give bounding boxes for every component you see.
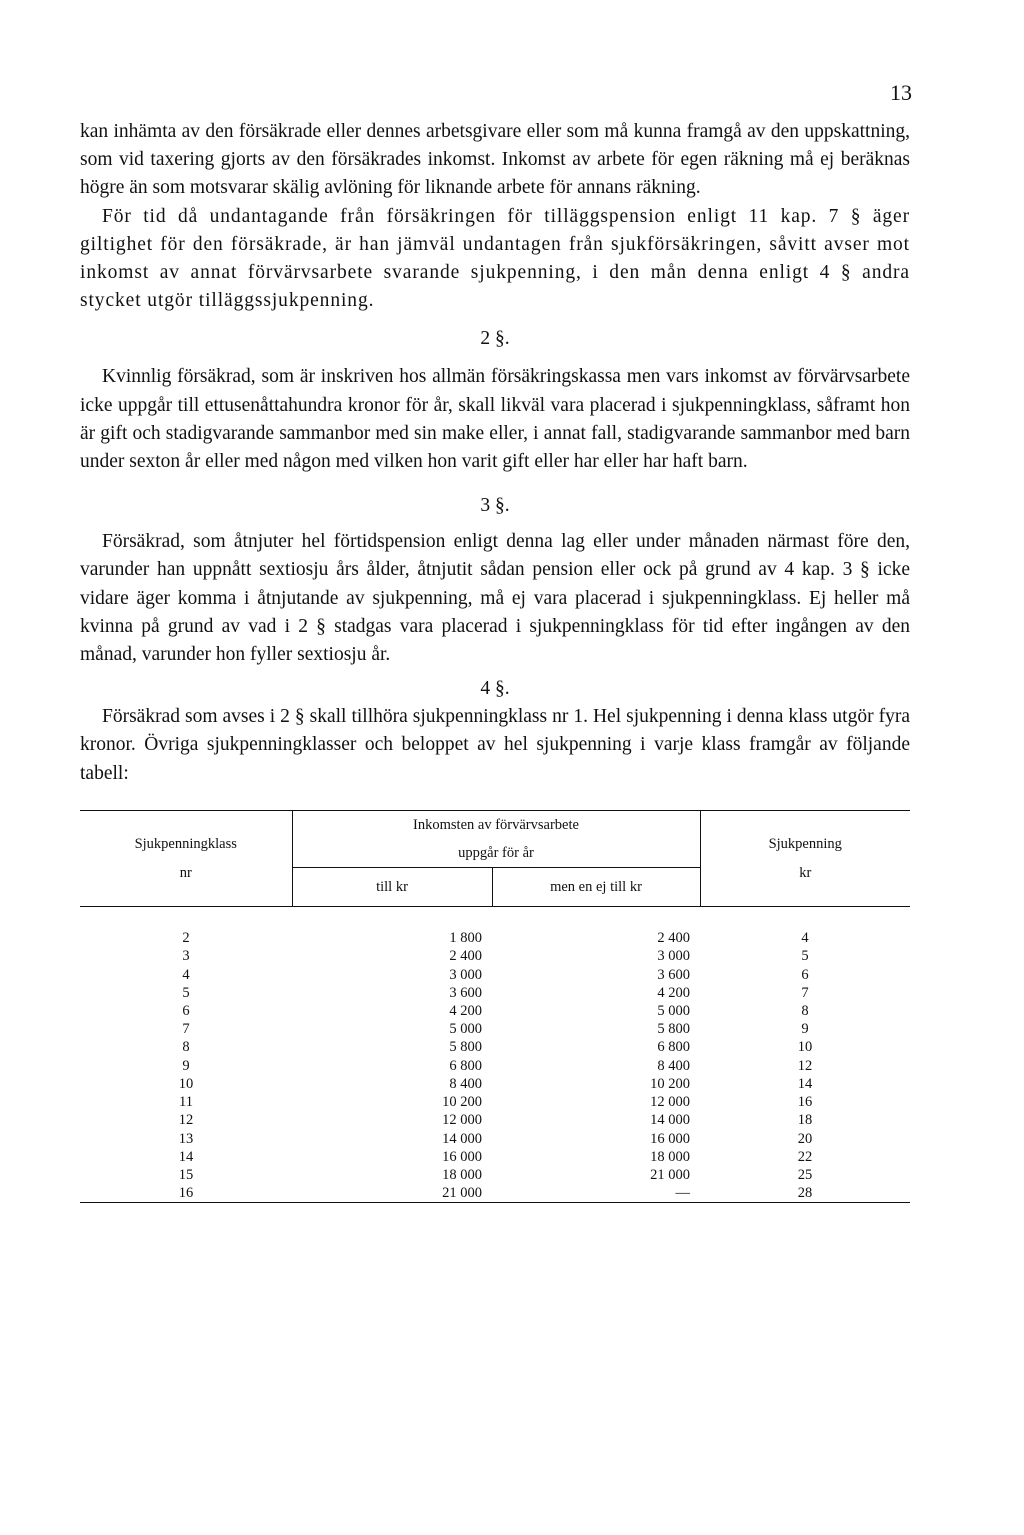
cell-income-to: 14 000 xyxy=(650,1112,690,1129)
cell-sjukpenning: 28 xyxy=(700,1184,910,1203)
cell-class: 11 xyxy=(179,1094,193,1111)
cell-income-from: 18 000 xyxy=(442,1166,482,1183)
cell-class: 15 xyxy=(178,1166,194,1183)
section-heading-3: 3 §. xyxy=(480,495,510,517)
header-sjukpenning-line1: Sjukpenning xyxy=(768,836,842,853)
table-row xyxy=(80,1020,910,1038)
cell-income-from: 5 000 xyxy=(449,1021,482,1038)
table-row xyxy=(80,1093,910,1111)
paragraph-intro: kan inhämta av den försäkrade eller dennes arbetsgivare eller som må kunna framgå av den uppskattning, som vid taxering gjorts av den försäkrades inkomst. Inkomst av arbete för egen räkning må ej beräknas högre än som motsvarar skälig avlöning för liknande arbete för annans räkning. xyxy=(80,121,910,199)
cell-income-to: 4 200 xyxy=(657,984,690,1001)
table-header-row xyxy=(80,810,910,867)
table-row xyxy=(80,984,910,1002)
cell-sjukpenning: 7 xyxy=(801,984,809,1001)
table-row xyxy=(80,1038,910,1056)
header-sjukpenning-line2: kr xyxy=(799,864,812,881)
table-body xyxy=(80,907,910,1203)
table-row xyxy=(80,907,910,948)
cell-income-to: 5 000 xyxy=(657,1003,690,1020)
cell-income-to: 2 400 xyxy=(657,930,690,947)
header-income xyxy=(292,810,700,867)
header-sjukpenning xyxy=(700,810,910,906)
table-row xyxy=(80,1111,910,1129)
cell-class: 9 xyxy=(182,1057,190,1074)
cell-class: 6 xyxy=(182,1003,190,1020)
table-row xyxy=(80,947,910,965)
page-number: 13 xyxy=(890,80,912,105)
cell-income-from: 16 000 xyxy=(442,1148,482,1165)
cell-sjukpenning: 18 xyxy=(797,1112,813,1129)
cell-class: 8 xyxy=(182,1039,190,1056)
table-row xyxy=(80,1166,910,1184)
cell-class: 4 xyxy=(182,966,190,983)
table-row xyxy=(80,1075,910,1093)
cell-income-from: 1 800 xyxy=(449,930,482,947)
cell-income-to: — xyxy=(492,1184,700,1203)
table-row xyxy=(80,1057,910,1075)
cell-sjukpenning: 22 xyxy=(797,1148,813,1165)
section-text-3: Försäkrad, som åtnjuter hel förtidspension enligt denna lag eller under månaden närmast före den, varunder han uppnått sextiosju års ålder, åtnjutit sådan pension eller ock på grund av 4 kap. 3 § icke vidare äger komma i åtnjutande av sjukpenning, må ej vara placerad i sjukpenningklass. Ej heller må kvinna på grund av vad i 2 § stadgas vara placerad i sjukpenningklass för tid efter ingången av den månad, varunder hon fyller sextiosju år. xyxy=(80,531,910,666)
table-row xyxy=(80,1148,910,1166)
cell-income-to: 6 800 xyxy=(657,1039,690,1056)
cell-income-from: 3 600 xyxy=(449,984,482,1001)
section-heading-2: 2 §. xyxy=(480,328,510,350)
cell-sjukpenning: 14 xyxy=(797,1075,813,1092)
section-heading-4: 4 §. xyxy=(480,678,510,700)
table-row xyxy=(80,1130,910,1148)
cell-sjukpenning: 9 xyxy=(801,1021,809,1038)
cell-income-to: 12 000 xyxy=(650,1094,690,1111)
cell-income-from: 2 400 xyxy=(449,948,482,965)
cell-sjukpenning: 8 xyxy=(801,1003,809,1020)
section-text-2: Kvinnlig försäkrad, som är inskriven hos allmän försäkringskassa men vars inkomst av förvärvsarbete icke uppgår till ettusenåttahundra kronor för år, skall likväl vara placerad i sjukpenningklass, såframt hon är gift och stadigvarande sammanbor med sin make eller, i annat fall, stadigvarande sammanbor med barn under sexton år eller med någon med vilken hon varit gift eller har eller har haft barn. xyxy=(80,366,910,473)
table-row xyxy=(80,966,910,984)
cell-class: 16 xyxy=(80,1184,292,1203)
cell-class: 13 xyxy=(178,1130,194,1147)
section-text-4: Försäkrad som avses i 2 § skall tillhöra sjukpenningklass nr 1. Hel sjukpenning i denna klass utgör fyra kronor. Övriga sjukpenningklasser och beloppet av hel sjukpenning i varje klass framgår av följande tabell: xyxy=(80,706,910,784)
cell-sjukpenning: 16 xyxy=(797,1094,813,1111)
cell-sjukpenning: 6 xyxy=(801,966,809,983)
cell-income-from: 12 000 xyxy=(442,1112,482,1129)
header-income-from: till kr xyxy=(292,868,492,907)
cell-income-from: 6 800 xyxy=(449,1057,482,1074)
cell-income-from: 10 200 xyxy=(442,1094,482,1111)
cell-class: 12 xyxy=(178,1112,194,1129)
cell-income-to: 5 800 xyxy=(657,1021,690,1038)
header-income-line1: Inkomsten av förvärvsarbete xyxy=(413,816,579,833)
cell-income-to: 3 000 xyxy=(657,948,690,965)
cell-income-to: 18 000 xyxy=(650,1148,690,1165)
cell-class: 2 xyxy=(182,930,190,947)
cell-class: 3 xyxy=(182,948,190,965)
cell-sjukpenning: 5 xyxy=(801,948,809,965)
cell-sjukpenning: 4 xyxy=(801,930,809,947)
cell-income-to: 21 000 xyxy=(650,1166,690,1183)
header-class-line2: nr xyxy=(179,864,192,881)
table-row xyxy=(80,1184,910,1203)
cell-income-to: 3 600 xyxy=(657,966,690,983)
cell-income-from: 14 000 xyxy=(442,1130,482,1147)
cell-sjukpenning: 10 xyxy=(797,1039,813,1056)
cell-income-to: 16 000 xyxy=(650,1130,690,1147)
cell-income-from: 4 200 xyxy=(449,1003,482,1020)
cell-income-from: 8 400 xyxy=(449,1075,482,1092)
cell-class: 14 xyxy=(178,1148,194,1165)
cell-class: 7 xyxy=(182,1021,190,1038)
header-class-nr xyxy=(80,810,292,906)
cell-income-from: 3 000 xyxy=(449,966,482,983)
paragraph-tillaggspension: För tid då undantagande från försäkringen för tilläggspension enligt 11 kap. 7 § äger giltighet för den försäkrade, är han jämväl undantagen från sjukförsäkringen, såvitt avser mot inkomst av annat förvärvsarbete svarande sjukpenning, i den mån denna enligt 4 § andra stycket utgör tilläggssjukpenning. xyxy=(80,205,910,312)
cell-income-from: 5 800 xyxy=(449,1039,482,1056)
cell-sjukpenning: 12 xyxy=(797,1057,813,1074)
cell-income-from: 21 000 xyxy=(292,1184,492,1203)
sjukpenning-table xyxy=(80,810,910,1203)
header-class-line1: Sjukpenningklass xyxy=(134,836,237,853)
header-income-line2: uppgår för år xyxy=(458,845,534,862)
cell-class: 10 xyxy=(178,1075,194,1092)
cell-sjukpenning: 25 xyxy=(797,1166,813,1183)
table-row xyxy=(80,1002,910,1020)
document-body xyxy=(80,118,910,1203)
cell-income-to: 10 200 xyxy=(650,1075,690,1092)
header-income-to: men en ej till kr xyxy=(492,868,700,907)
cell-sjukpenning: 20 xyxy=(797,1130,813,1147)
cell-class: 5 xyxy=(182,984,190,1001)
cell-income-to: 8 400 xyxy=(657,1057,690,1074)
